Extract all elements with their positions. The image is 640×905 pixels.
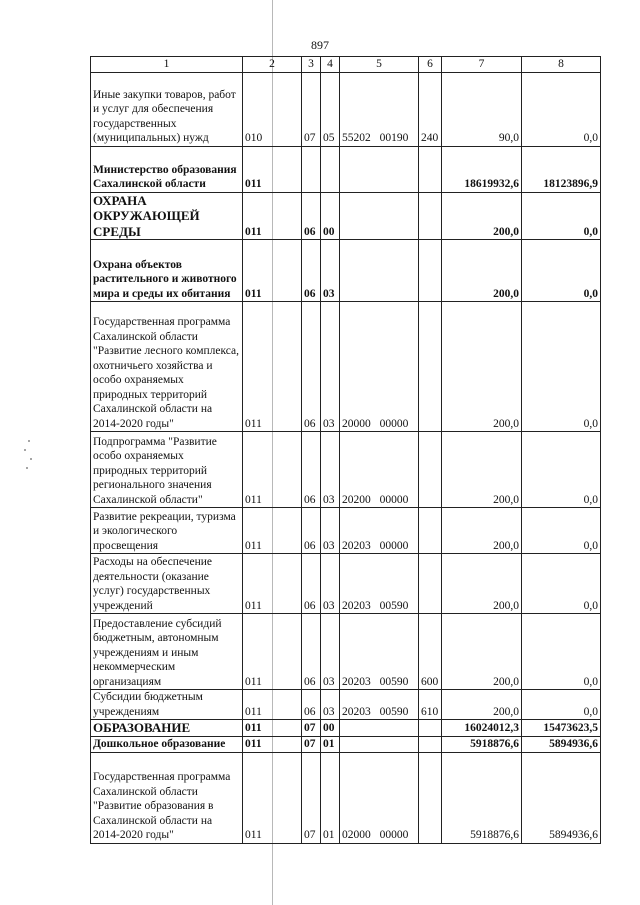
column-header: 7 [442,57,522,73]
section-code-cell: 011 [243,302,302,432]
amount-col8-cell: 0,0 [522,72,601,146]
column-header: 1 [91,57,243,73]
row-name-cell: Предоставление субсидий бюджетным, автономным учреждениям и иным некоммерческим организациям [91,614,243,690]
amount-col8-cell: 0,0 [522,192,601,240]
expense-type-cell [419,302,442,432]
row-name-cell: Охрана объектов растительного и животного мира и среды их обитания [91,240,243,302]
amount-col8-cell: 0,0 [522,240,601,302]
amount-col7-cell: 200,0 [442,192,522,240]
amount-col8-cell: 18123896,9 [522,146,601,192]
target-article-cell: 20203 00000 [340,508,419,554]
row-name-cell: Министерство образования Сахалинской области [91,146,243,192]
chapter-code-cell: 06 [302,192,321,240]
section-code-cell: 011 [243,432,302,508]
chapter-code-cell: 07 [302,72,321,146]
column-header: 8 [522,57,601,73]
chapter-code-cell [302,146,321,192]
table-row [91,72,601,146]
row-name-cell: Государственная программа Сахалинской области "Развитие лесного комплекса, охотничьего хозяйства и особо охраняемых природных территорий Сахалинской области на 2014-2020 годы" [91,302,243,432]
page-number: 897 [311,38,329,52]
expense-type-cell: 610 [419,690,442,720]
table-body [91,57,601,844]
section-code-cell: 011 [243,752,302,843]
chapter-code-cell: 06 [302,302,321,432]
expense-type-cell [419,736,442,752]
table-row [91,614,601,690]
amount-col8-cell: 0,0 [522,508,601,554]
subchapter-code-cell: 05 [321,72,340,146]
expense-type-cell [419,192,442,240]
chapter-code-cell: 06 [302,508,321,554]
row-name-cell: Субсидии бюджетным учреждениям [91,690,243,720]
table-row [91,432,601,508]
scan-specks [22,440,34,480]
row-name-cell: Подпрограмма "Развитие особо охраняемых природных территорий регионального значения Сахалинской области" [91,432,243,508]
section-code-cell: 011 [243,614,302,690]
column-header: 6 [419,57,442,73]
amount-col8-cell: 0,0 [522,302,601,432]
amount-col7-cell: 16024012,3 [442,720,522,737]
amount-col7-cell: 200,0 [442,302,522,432]
section-code-cell: 011 [243,690,302,720]
target-article-cell: 20203 00590 [340,554,419,614]
column-header: 4 [321,57,340,73]
table-row [91,752,601,843]
expense-type-cell [419,554,442,614]
column-header: 3 [302,57,321,73]
amount-col7-cell: 200,0 [442,690,522,720]
chapter-code-cell: 07 [302,736,321,752]
row-name-cell: Государственная программа Сахалинской области "Развитие образования в Сахалинской области на 2014-2020 годы" [91,752,243,843]
target-article-cell: 20203 00590 [340,690,419,720]
expense-type-cell [419,432,442,508]
budget-table [90,56,601,844]
target-article-cell: 55202 00190 [340,72,419,146]
target-article-cell [340,720,419,737]
amount-col7-cell: 200,0 [442,432,522,508]
amount-col7-cell: 200,0 [442,554,522,614]
row-name-cell: Дошкольное образование [91,736,243,752]
target-article-cell: 20000 00000 [340,302,419,432]
table-row [91,690,601,720]
section-code-cell: 010 [243,72,302,146]
chapter-code-cell: 07 [302,752,321,843]
target-article-cell: 02000 00000 [340,752,419,843]
expense-type-cell [419,240,442,302]
chapter-code-cell: 07 [302,720,321,737]
amount-col8-cell: 5894936,6 [522,736,601,752]
section-code-cell: 011 [243,508,302,554]
target-article-cell [340,192,419,240]
amount-col7-cell: 18619932,6 [442,146,522,192]
section-code-cell: 011 [243,240,302,302]
column-header: 2 [243,57,302,73]
table-header-row [91,57,601,73]
amount-col7-cell: 5918876,6 [442,752,522,843]
row-name-cell: Расходы на обеспечение деятельности (оказание услуг) государственных учреждений [91,554,243,614]
subchapter-code-cell: 00 [321,192,340,240]
chapter-code-cell: 06 [302,240,321,302]
section-code-cell: 011 [243,146,302,192]
chapter-code-cell: 06 [302,690,321,720]
section-code-cell: 011 [243,736,302,752]
amount-col8-cell: 15473623,5 [522,720,601,737]
target-article-cell: 20200 00000 [340,432,419,508]
subchapter-code-cell: 03 [321,554,340,614]
table-row [91,554,601,614]
target-article-cell [340,736,419,752]
row-name-cell: ОХРАНА ОКРУЖАЮЩЕЙ СРЕДЫ [91,192,243,240]
expense-type-cell: 240 [419,72,442,146]
amount-col7-cell: 200,0 [442,614,522,690]
expense-type-cell [419,508,442,554]
target-article-cell [340,146,419,192]
chapter-code-cell: 06 [302,614,321,690]
table-row [91,192,601,240]
subchapter-code-cell: 03 [321,432,340,508]
amount-col8-cell: 0,0 [522,614,601,690]
expense-type-cell [419,752,442,843]
expense-type-cell: 600 [419,614,442,690]
subchapter-code-cell: 03 [321,614,340,690]
expense-type-cell [419,146,442,192]
section-code-cell: 011 [243,720,302,737]
amount-col7-cell: 200,0 [442,240,522,302]
table-row [91,508,601,554]
chapter-code-cell: 06 [302,554,321,614]
expense-type-cell [419,720,442,737]
table-row [91,302,601,432]
table-row [91,736,601,752]
subchapter-code-cell: 00 [321,720,340,737]
subchapter-code-cell: 03 [321,240,340,302]
target-article-cell [340,240,419,302]
subchapter-code-cell: 01 [321,736,340,752]
column-header: 5 [340,57,419,73]
subchapter-code-cell [321,146,340,192]
target-article-cell: 20203 00590 [340,614,419,690]
table-row [91,720,601,737]
amount-col8-cell: 0,0 [522,690,601,720]
row-name-cell: ОБРАЗОВАНИЕ [91,720,243,737]
row-name-cell: Иные закупки товаров, работ и услуг для обеспечения государственных (муниципальных) нужд [91,72,243,146]
chapter-code-cell: 06 [302,432,321,508]
row-name-cell: Развитие рекреации, туризма и экологического просвещения [91,508,243,554]
amount-col8-cell: 0,0 [522,432,601,508]
subchapter-code-cell: 03 [321,508,340,554]
table-row [91,146,601,192]
section-code-cell: 011 [243,192,302,240]
subchapter-code-cell: 03 [321,302,340,432]
amount-col7-cell: 5918876,6 [442,736,522,752]
amount-col7-cell: 200,0 [442,508,522,554]
section-code-cell: 011 [243,554,302,614]
subchapter-code-cell: 01 [321,752,340,843]
amount-col8-cell: 5894936,6 [522,752,601,843]
amount-col7-cell: 90,0 [442,72,522,146]
amount-col8-cell: 0,0 [522,554,601,614]
subchapter-code-cell: 03 [321,690,340,720]
table-row [91,240,601,302]
